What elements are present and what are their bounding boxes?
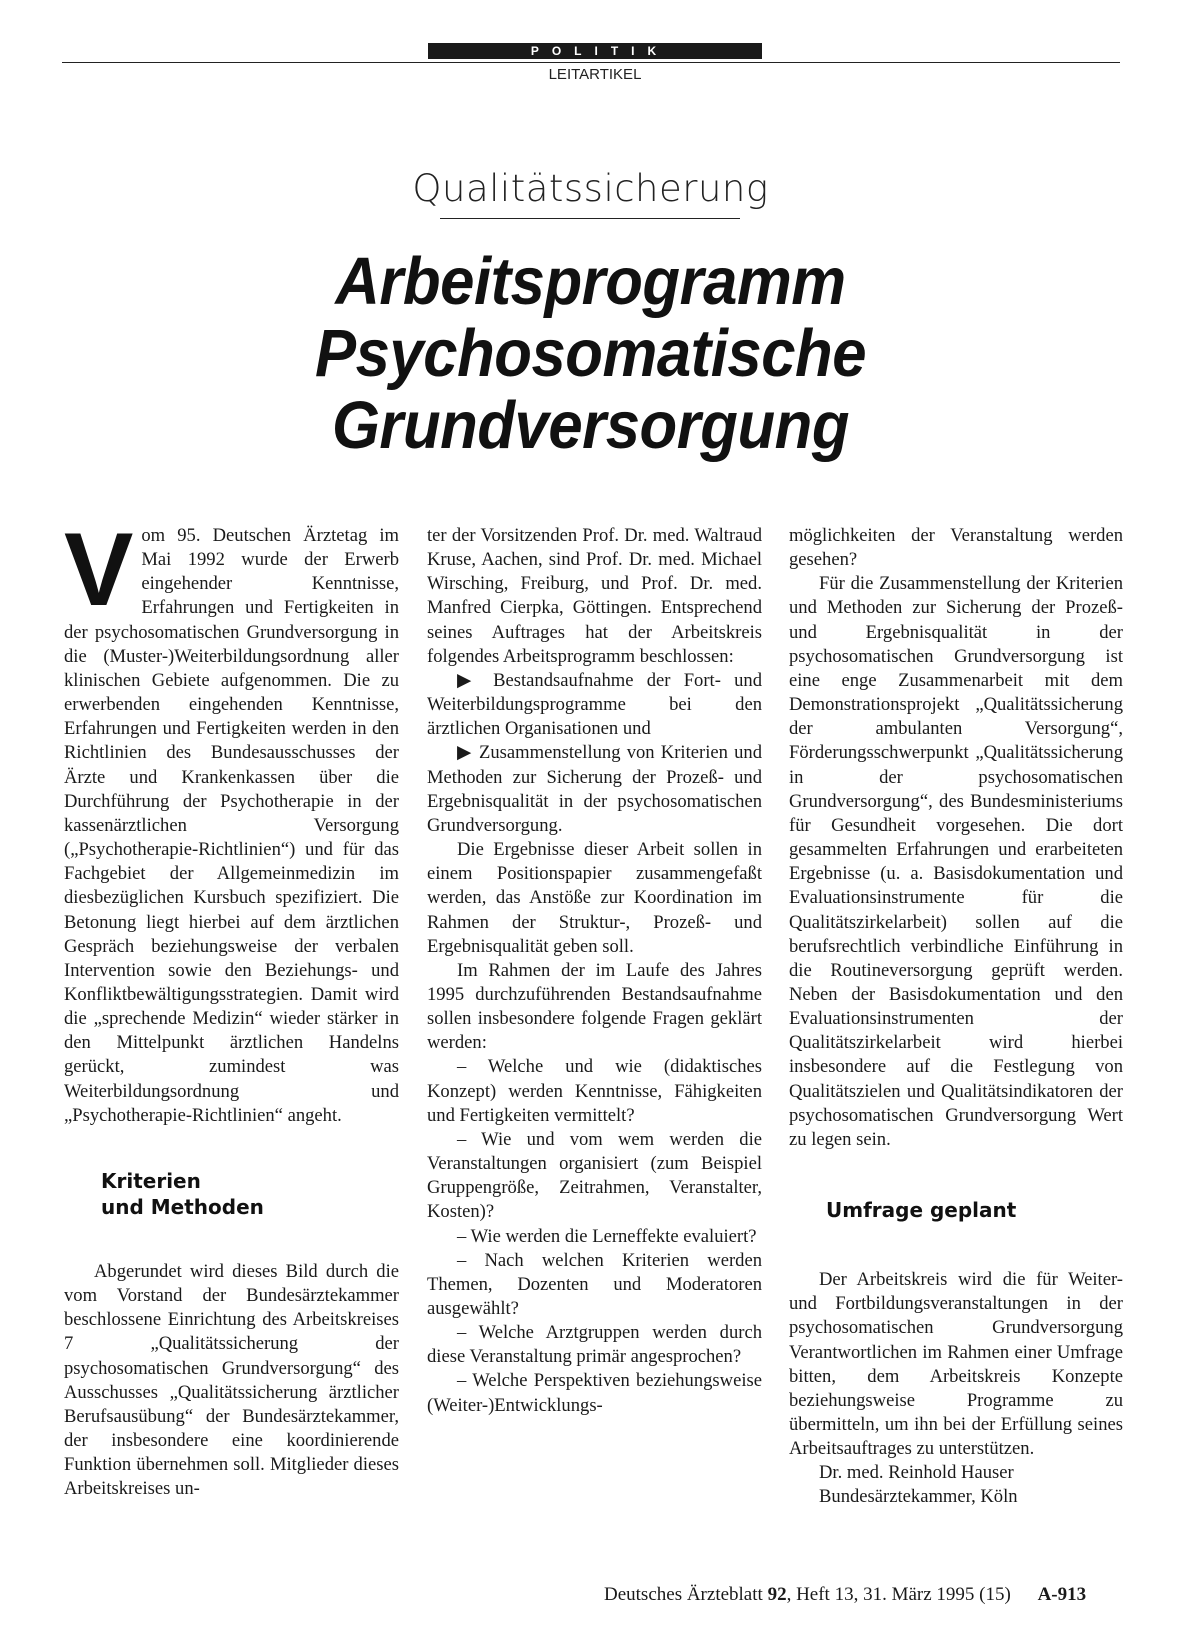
rubric-underline	[440, 218, 740, 219]
paragraph: möglichkeiten der Veranstaltung werden gesehen?	[789, 525, 1123, 571]
column-1	[64, 512, 399, 1501]
header-rule	[62, 62, 1120, 63]
paragraph: Die Ergebnisse dieser Arbeit sollen in einem Positionspapier zusammengefaßt werden, das Anstöße zur Koordination im Rahmen der Struktur-, Prozeß- und Ergebnisqualität geben soll.	[427, 839, 762, 957]
subhead-line: und Methoden	[101, 1194, 264, 1219]
section-label: POLITIK	[428, 43, 762, 59]
author-name: Dr. med. Reinhold Hauser	[819, 1462, 1014, 1484]
question-item: – Wie und vom wem werden die Veranstaltungen organisiert (zum Beispiel Gruppengröße, Zeitrahmen, Veranstalter, Kosten)?	[427, 1128, 762, 1223]
column-3	[789, 524, 1123, 1510]
bullet-item: ▶ Bestandsaufnahme der Fort- und Weiterbildungsprogramme bei den ärztlichen Organisationen und	[427, 669, 762, 740]
kicker: LEITARTIKEL	[548, 66, 642, 83]
page-footer	[604, 1584, 1086, 1606]
subhead-kriterien	[101, 1168, 399, 1220]
question-item: – Welche Arztgruppen werden durch diese Veranstaltung primär angesprochen?	[427, 1322, 762, 1368]
page-number: A-913	[1037, 1584, 1087, 1605]
paragraph: Abgerundet wird dieses Bild durch die vom Vorstand der Bundesärztekammer beschlossene Einrichtung des Arbeitskreises 7 „Qualitätssicherung der psychosomatischen Grundversorgung“ des Ausschusses „Qualitätssicherung ärztlicher Berufsausübung“ der Bundesärztekammer, der insbesondere eine koordinierende Funktion übernehmen soll. Mitglieder dieses Arbeitskreises un-	[64, 1260, 399, 1500]
question-item: – Nach welchen Kriterien werden Themen, Dozenten und Moderatoren ausgewählt?	[427, 1249, 762, 1319]
question-item: – Welche und wie (didaktisches Konzept) werden Kenntnisse, Fähigkeiten und Fertigkeiten vermittelt?	[427, 1056, 762, 1126]
rubric: Qualitätssicherung	[412, 167, 769, 210]
question-item: – Wie werden die Lerneffekte evaluiert?	[457, 1225, 757, 1247]
headline-line: Arbeitsprogramm	[335, 244, 846, 319]
paragraph: Für die Zusammenstellung der Kriterien und Methoden zur Sicherung der Prozeß- und Ergebnisqualität in der psychosomatischen Grundversorgung ist eine enge Zusammenarbeit mit dem Demonstrationsprojekt „Qualitätssicherung der ambulanten Versorgung“, Förderungsschwerpunkt „Qualitätssicherung in der psychosomatischen Grundversorgung“, des Bundesministeriums für Gesundheit vorgesehen. Die dort gesammelten Erfahrungen und erarbeiteten Ergebnisse (u. a. Basisdokumentation und Evaluationsinstrumente für die Qualitätszirkelarbeit) sollen auf die berufsrechtlich verbindliche Einführung in die Routineversorgung geprüft werden. Neben der Basisdokumentation und den Evaluationsinstrumenten der Qualitätszirkelarbeit wird hierbei insbesondere auf die Festlegung von Qualitätszielen und Qualitätsindikatoren der psychosomatischen Grundversorgung Wert zu legen sein.	[789, 573, 1123, 1150]
author-affiliation: Bundesärztekammer, Köln	[819, 1486, 1018, 1508]
headline-line: Grundversorgung	[331, 388, 850, 463]
subhead-umfrage: Umfrage geplant	[826, 1198, 1017, 1223]
drop-cap: V	[64, 512, 134, 628]
paragraph: Der Arbeitskreis wird die für Weiter- und Fortbildungsveranstaltungen in der psychosomatischen Grundversorgung Verantwortlichen im Rahmen einer Umfrage bitten, dem Arbeitskreis Konzepte beziehungsweise Programme zu übermitteln, um ihn bei der Erfüllung seines Arbeitsauftrages zu unterstützen.	[789, 1269, 1123, 1460]
question-item: – Welche Perspektiven beziehungsweise (Weiter-)Entwicklungs-	[427, 1370, 762, 1416]
paragraph: ter der Vorsitzenden Prof. Dr. med. Waltraud Kruse, Aachen, sind Prof. Dr. med. Michael Wirsching, Freiburg, und Prof. Dr. med. Manfred Cierpka, Göttingen. Entsprechend seines Auftrages hat der Arbeitskreis folgendes Arbeitsprogramm beschlossen:	[427, 525, 762, 667]
column-2	[427, 524, 762, 1418]
headline-line: Psychosomatische	[314, 316, 867, 391]
subhead-line: Kriterien	[101, 1168, 201, 1193]
issue-info: , Heft 13, 31. März 1995 (15)	[786, 1584, 1011, 1605]
journal-name: Deutsches Ärzteblatt	[604, 1584, 763, 1605]
intro-text: om 95. Deutschen Ärztetag im Mai 1992 wurde der Erwerb eingehender Kenntnisse, Erfahrungen und Fertigkeiten in der psychosomatischen Grundversorgung in die (Muster-)Weiterbildungsordnung aller klinischen Gebiete aufgenommen. Die zu erwerbenden eingehenden Kenntnisse, Erfahrungen und Fertigkeiten werden in den Richtlinien des Bundesausschusses der Ärzte und Krankenkassen über die Durchführung der Psychotherapie in der kassenärztlichen Versorgung („Psychotherapie-Richtlinien“) und für das Fachgebiet der Allgemeinmedizin im diesbezüglichen Kursbuch spezifiziert. Die Betonung liegt hierbei auf dem ärztlichen Gespräch beziehungsweise der verbalen Intervention sowie den Beziehungs- und Konfliktbewältigungsstrategien. Damit wird die „sprechende Medizin“ wieder stärker in den Mittelpunkt ärztlichen Handelns gerückt, zumindest was Weiterbildungsordnung und „Psychotherapie-Richtlinien“ angeht.	[64, 525, 399, 1126]
paragraph: Im Rahmen der im Laufe des Jahres 1995 durchzuführenden Bestandsaufnahme sollen insbesondere folgende Fragen geklärt werden:	[427, 959, 762, 1054]
intro-paragraph	[64, 512, 399, 1128]
volume-number: 92	[767, 1584, 787, 1605]
bullet-item: ▶ Zusammenstellung von Kriterien und Methoden zur Sicherung der Prozeß- und Ergebnisqualität in der psychosomatischen Grundversorgung.	[427, 742, 762, 836]
headline	[47, 246, 1134, 462]
